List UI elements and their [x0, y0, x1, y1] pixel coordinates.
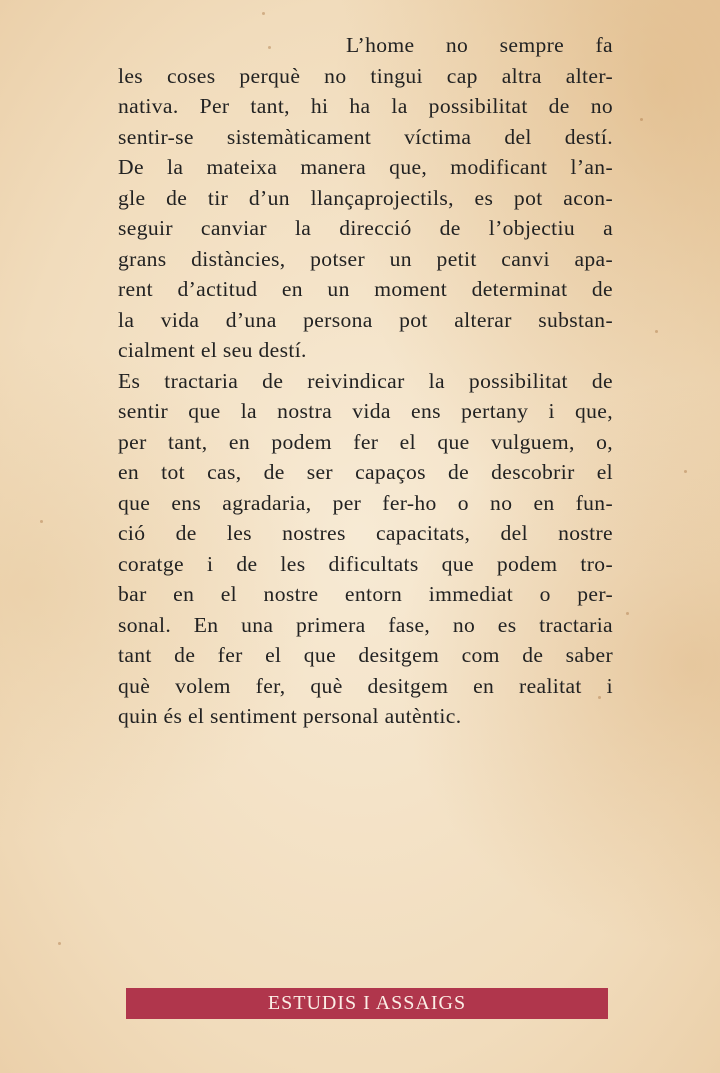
text-line: cialment el seu destí. — [118, 338, 307, 362]
text-line: sentir-se sistemàticament víctima del destí. — [118, 124, 613, 149]
text-line: quin és el sentiment personal autèntic. — [118, 704, 462, 728]
text-line: què volem fer, què desitgem en realitat i — [118, 673, 613, 698]
text-line: ció de les nostres capacitats, del nostre — [118, 521, 613, 545]
paper-speck — [626, 612, 629, 615]
text-line: L’home no sempre fa — [346, 33, 613, 57]
text-line: que ens agradaria, per fer-ho o no en fun- — [118, 490, 613, 515]
paragraph-1 — [118, 30, 613, 366]
series-label: ESTUDIS I ASSAIGS — [267, 992, 467, 1014]
paper-speck — [40, 520, 43, 523]
text-line: seguir canviar la direcció de l’objectiu a — [118, 216, 613, 240]
text-line: bar en el nostre entorn immediat o per- — [118, 582, 613, 606]
text-line: coratge i de les dificultats que podem tro- — [118, 551, 613, 576]
text-line: rent d’actitud en un moment determinat de — [118, 277, 613, 301]
paper-speck — [58, 942, 61, 945]
text-line: les coses perquè no tingui cap altra alter- — [118, 63, 613, 88]
text-line: sentir que la nostra vida ens pertany i que, — [118, 399, 613, 423]
text-line: Es tractaria de reivindicar la possibilitat de — [118, 368, 613, 393]
text-line: grans distàncies, potser un petit canvi apa- — [118, 246, 613, 271]
paragraph-2 — [118, 366, 613, 732]
text-line: sonal. En una primera fase, no es tractaria — [118, 612, 613, 637]
text-line: tant de fer el que desitgem com de saber — [118, 643, 613, 667]
paper-speck — [640, 118, 643, 121]
series-band — [126, 988, 608, 1019]
text-line: nativa. Per tant, hi ha la possibilitat de no — [118, 94, 613, 118]
paper-speck — [684, 470, 687, 473]
text-line: la vida d’una persona pot alterar substan- — [118, 307, 613, 332]
paper-speck — [262, 12, 265, 15]
text-line: en tot cas, de ser capaços de descobrir el — [118, 460, 613, 484]
back-cover-text — [118, 30, 613, 732]
text-line: De la mateixa manera que, modificant l’an- — [118, 155, 613, 179]
text-line: gle de tir d’un llançaprojectils, es pot acon- — [118, 185, 613, 210]
text-line: per tant, en podem fer el que vulguem, o, — [118, 429, 613, 454]
paper-speck — [655, 330, 658, 333]
